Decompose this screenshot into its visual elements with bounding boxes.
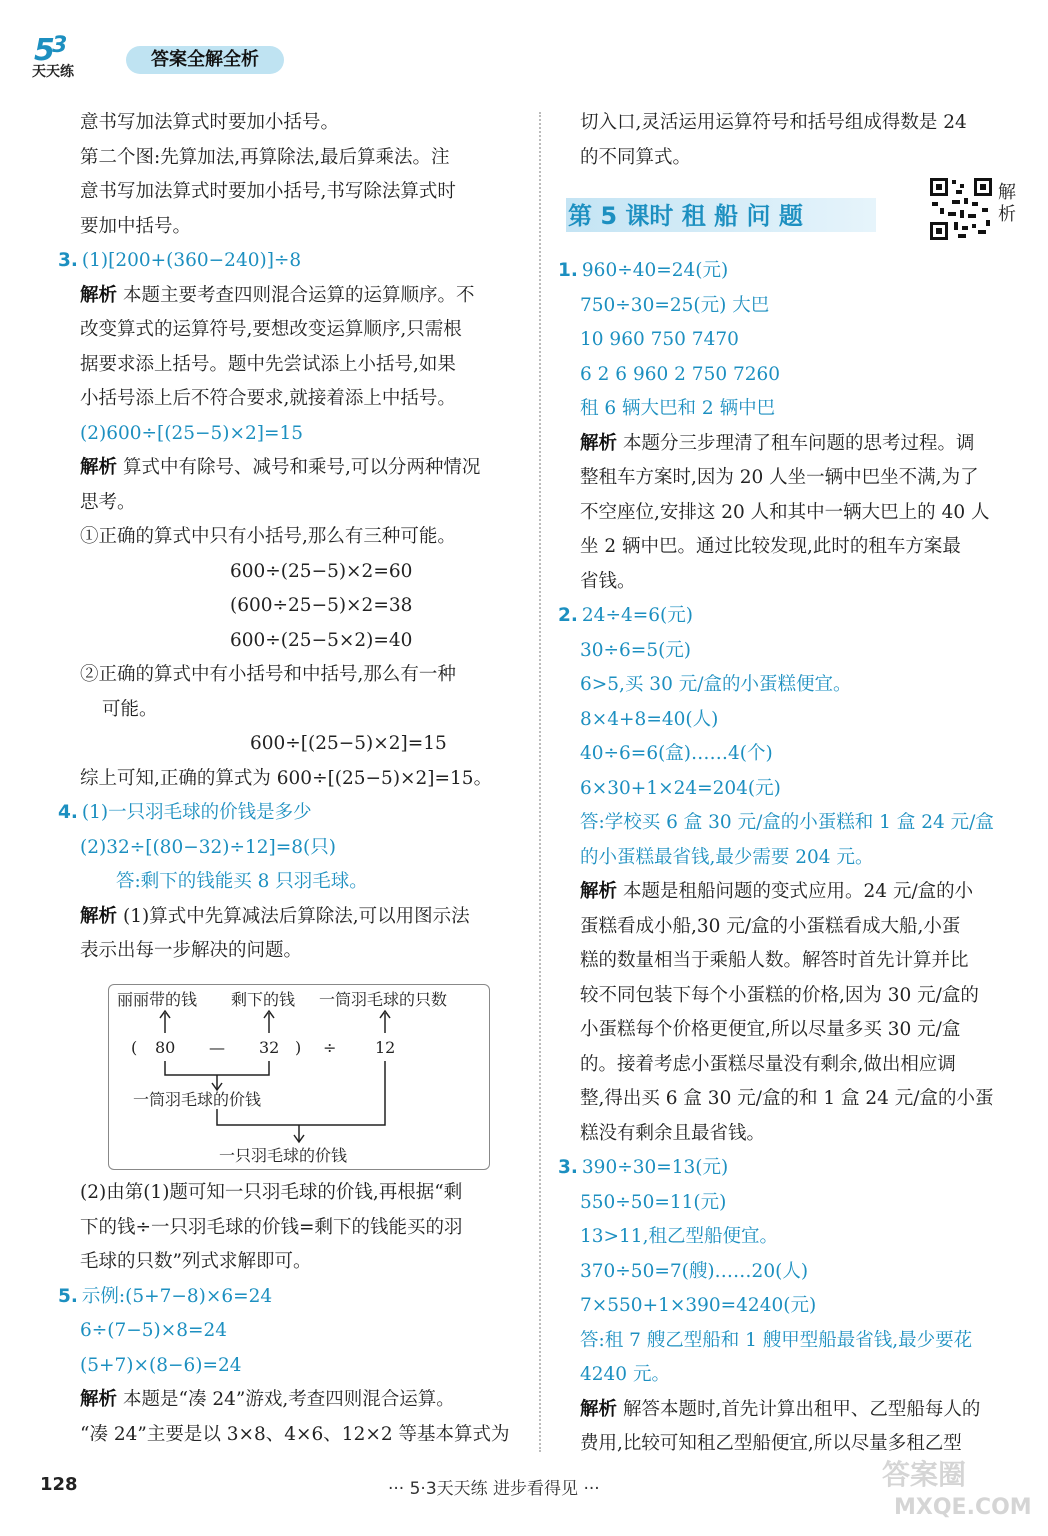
lesson-title: 第 5 课时 租 船 问 题 <box>568 202 803 230</box>
watermark-logo <box>872 1452 1032 1522</box>
text-line: 不空座位,安排这 20 人和其中一辆大巴上的 40 人 <box>580 501 990 523</box>
svg-text:3: 3 <box>52 33 68 58</box>
analysis-line: 解析 解答本题时,首先计算出租甲、乙型船每人的 <box>580 1398 981 1420</box>
text-line: 小括号添上后不符合要求,就接着添上中括号。 <box>80 388 456 409</box>
answer-line: 答:租 7 艘乙型船和 1 艘甲型船最省钱,最少要花 <box>580 1329 973 1351</box>
analysis-line: 解析 本题是租船问题的变式应用。24 元/盒的小 <box>580 881 974 902</box>
answer-line: 370÷50=7(艘)……20(人) <box>580 1260 809 1282</box>
formula-line: 600÷[(25−5)×2]=15 <box>250 733 447 754</box>
svg-text:天天练: 天天练 <box>32 64 74 78</box>
text-line: 改变算式的运算符号,要想改变运算顺序,只需根 <box>80 319 462 340</box>
text-line: 的。接着考虑小蛋糕尽量没有剩余,做出相应调 <box>580 1053 956 1075</box>
right-column-top <box>580 106 967 175</box>
text-line: 坐 2 辆中巴。通过比较发现,此时的租车方案最 <box>580 536 961 557</box>
answer-line: 550÷50=11(元) <box>580 1191 727 1213</box>
analysis-line: 解析 (1)算式中先算减法后算除法,可以用图示法 <box>80 905 470 927</box>
text-line: 切入口,灵活运用运算符号和括号组成得数是 24 <box>580 112 967 133</box>
svg-text:答案圈: 答案圈 <box>882 1458 967 1491</box>
question-5-answer: 5. 示例:(5+7−8)×6=24 <box>58 1285 273 1307</box>
text-line: 糕的数量相当于乘船人数。解答时首先计算并比 <box>580 950 969 971</box>
text-line: 要加中括号。 <box>80 215 192 237</box>
text-line: 思考。 <box>80 491 136 513</box>
diagram-expr: 32 <box>259 1038 280 1057</box>
qr-caption: 解析 <box>998 182 1016 225</box>
text-line: 蛋糕看成小船,30 元/盒的小蛋糕看成大船,小蛋 <box>580 915 961 937</box>
left-column <box>58 106 493 969</box>
answer-line: 答:剩下的钱能买 8 只羽毛球。 <box>116 871 368 892</box>
diagram-expr: ÷ <box>323 1038 337 1057</box>
answer-line: 的小蛋糕最省钱,最少需要 204 元。 <box>580 846 874 868</box>
text-line: 的不同算式。 <box>580 146 692 168</box>
text-line: 据要求添上括号。题中先尝试添上小括号,如果 <box>80 353 456 375</box>
question-2-answer: 2. 24÷4=6(元) <box>558 605 693 626</box>
diagram-label: 一筒羽毛球的价钱 <box>133 1090 262 1109</box>
answer-line: 40÷6=6(盒)……4(个) <box>580 743 773 764</box>
text-line: (2)由第(1)题可知一只羽毛球的价钱,再根据“剩 <box>80 1182 463 1203</box>
analysis-line: 解析 算式中有除号、减号和乘号,可以分两种情况 <box>80 457 481 478</box>
formula-line: 600÷(25−5)×2=60 <box>230 560 413 582</box>
question-1-answer: 1. 960÷40=24(元) <box>558 260 729 281</box>
footer-slogan: ··· 5·3天天练 进步看得见 ··· <box>388 1479 600 1499</box>
answer-line: 6×30+1×24=204(元) <box>580 777 781 799</box>
text-line: 意书写加法算式时要加小括号。 <box>80 112 340 133</box>
brand-logo <box>30 30 120 78</box>
text-line: 可能。 <box>102 698 158 720</box>
answer-line: 10 960 750 7470 <box>580 329 739 350</box>
analysis-line: 解析 本题分三步理清了租车问题的思考过程。调 <box>580 432 975 454</box>
question-3-answer: 3. 390÷30=13(元) <box>558 1157 729 1178</box>
text-line: 糕没有剩余且最省钱。 <box>580 1122 766 1144</box>
answer-line: 6÷(7−5)×8=24 <box>80 1320 228 1341</box>
column-divider <box>539 112 541 1452</box>
text-line: 意书写加法算式时要加小括号,书写除法算式时 <box>80 181 456 202</box>
text-line: ②正确的算式中有小括号和中括号,那么有一种 <box>80 664 456 685</box>
answer-line: (5+7)×(8−6)=24 <box>80 1354 242 1376</box>
answer-line: 30÷6=5(元) <box>580 639 692 661</box>
text-line: ①正确的算式中只有小括号,那么有三种可能。 <box>80 526 456 547</box>
text-line: 整租车方案时,因为 20 人坐一辆中巴坐不满,为了 <box>580 467 979 488</box>
diagram-expr: ) <box>295 1038 302 1057</box>
text-line: 较不同包装下每个小蛋糕的价格,因为 30 元/盒的 <box>580 984 979 1006</box>
text-line: 小蛋糕每个价格更便宜,所以尽量多买 30 元/盒 <box>580 1019 961 1040</box>
text-line: 费用,比较可知租乙型船便宜,所以尽量多租乙型 <box>580 1433 962 1454</box>
diagram-label: 一筒羽毛球的只数 <box>319 990 448 1009</box>
formula-line: 600÷(25−5×2)=40 <box>230 629 413 651</box>
diagram-expr: ( <box>131 1038 138 1057</box>
header-tag: 答案全解全析 <box>126 46 284 74</box>
answer-line: (2)600÷[(25−5)×2]=15 <box>80 422 304 444</box>
question-number: 3. <box>58 250 78 271</box>
answer-line: 750÷30=25(元) 大巴 <box>580 294 770 316</box>
answer-line: 租 6 辆大巴和 2 辆中巴 <box>580 398 776 419</box>
diagram-label: 丽丽带的钱 <box>117 990 198 1009</box>
text-line: 综上可知,正确的算式为 600÷[(25−5)×2]=15。 <box>80 767 493 789</box>
formula-line: (600÷25−5)×2=38 <box>230 595 413 616</box>
answer-line: 4240 元。 <box>580 1364 670 1385</box>
text-line: 第二个图:先算加法,再算除法,最后算乘法。注 <box>80 146 450 168</box>
diagram-label: 一只羽毛球的价钱 <box>219 1146 348 1165</box>
left-column-bottom <box>58 1176 510 1452</box>
right-column <box>558 254 994 1462</box>
qr-code-icon[interactable] <box>928 176 994 242</box>
text-line: 省钱。 <box>580 570 636 592</box>
answer-line: 8×4+8=40(人) <box>580 708 719 730</box>
answer-line: 6 2 6 960 2 750 7260 <box>580 363 781 385</box>
page-number: 128 <box>40 1474 78 1495</box>
text-line: 整,得出买 6 盒 30 元/盒的和 1 盒 24 元/盒的小蛋 <box>580 1088 994 1109</box>
answer-line: 答:学校买 6 盒 30 元/盒的小蛋糕和 1 盒 24 元/盒 <box>580 812 994 833</box>
svg-text:5: 5 <box>34 33 55 68</box>
diagram-expr: 12 <box>375 1038 396 1057</box>
answer-line: 6>5,买 30 元/盒的小蛋糕便宜。 <box>580 674 852 695</box>
text-line: 表示出每一步解决的问题。 <box>80 940 303 961</box>
diagram-expr: — <box>209 1038 225 1057</box>
question-3-answer: 3. (1)[200+(360−240)]÷8 <box>58 250 302 271</box>
answer-line: 7×550+1×390=4240(元) <box>580 1295 817 1316</box>
diagram-label: 剩下的钱 <box>231 990 296 1009</box>
question-4-answer: 4. (1)一只羽毛球的价钱是多少 <box>58 802 312 823</box>
answer-line: 13>11,租乙型船便宜。 <box>580 1226 778 1247</box>
text-line: 毛球的只数”列式求解即可。 <box>80 1251 312 1272</box>
answer-line: (2)32÷[(80−32)÷12]=8(只) <box>80 836 336 858</box>
text-line: “凑 24”主要是以 3×8、4×6、12×2 等基本算式为 <box>80 1423 510 1445</box>
solution-diagram <box>108 984 490 1170</box>
analysis-line: 解析 本题是“凑 24”游戏,考查四则混合运算。 <box>80 1389 455 1410</box>
svg-text:MXQE.COM: MXQE.COM <box>894 1495 1032 1520</box>
analysis-line: 解析 本题主要考查四则混合运算的运算顺序。不 <box>80 284 475 306</box>
text-line: 下的钱÷一只羽毛球的价钱=剩下的钱能买的羽 <box>80 1216 463 1238</box>
diagram-expr: 80 <box>155 1038 176 1057</box>
